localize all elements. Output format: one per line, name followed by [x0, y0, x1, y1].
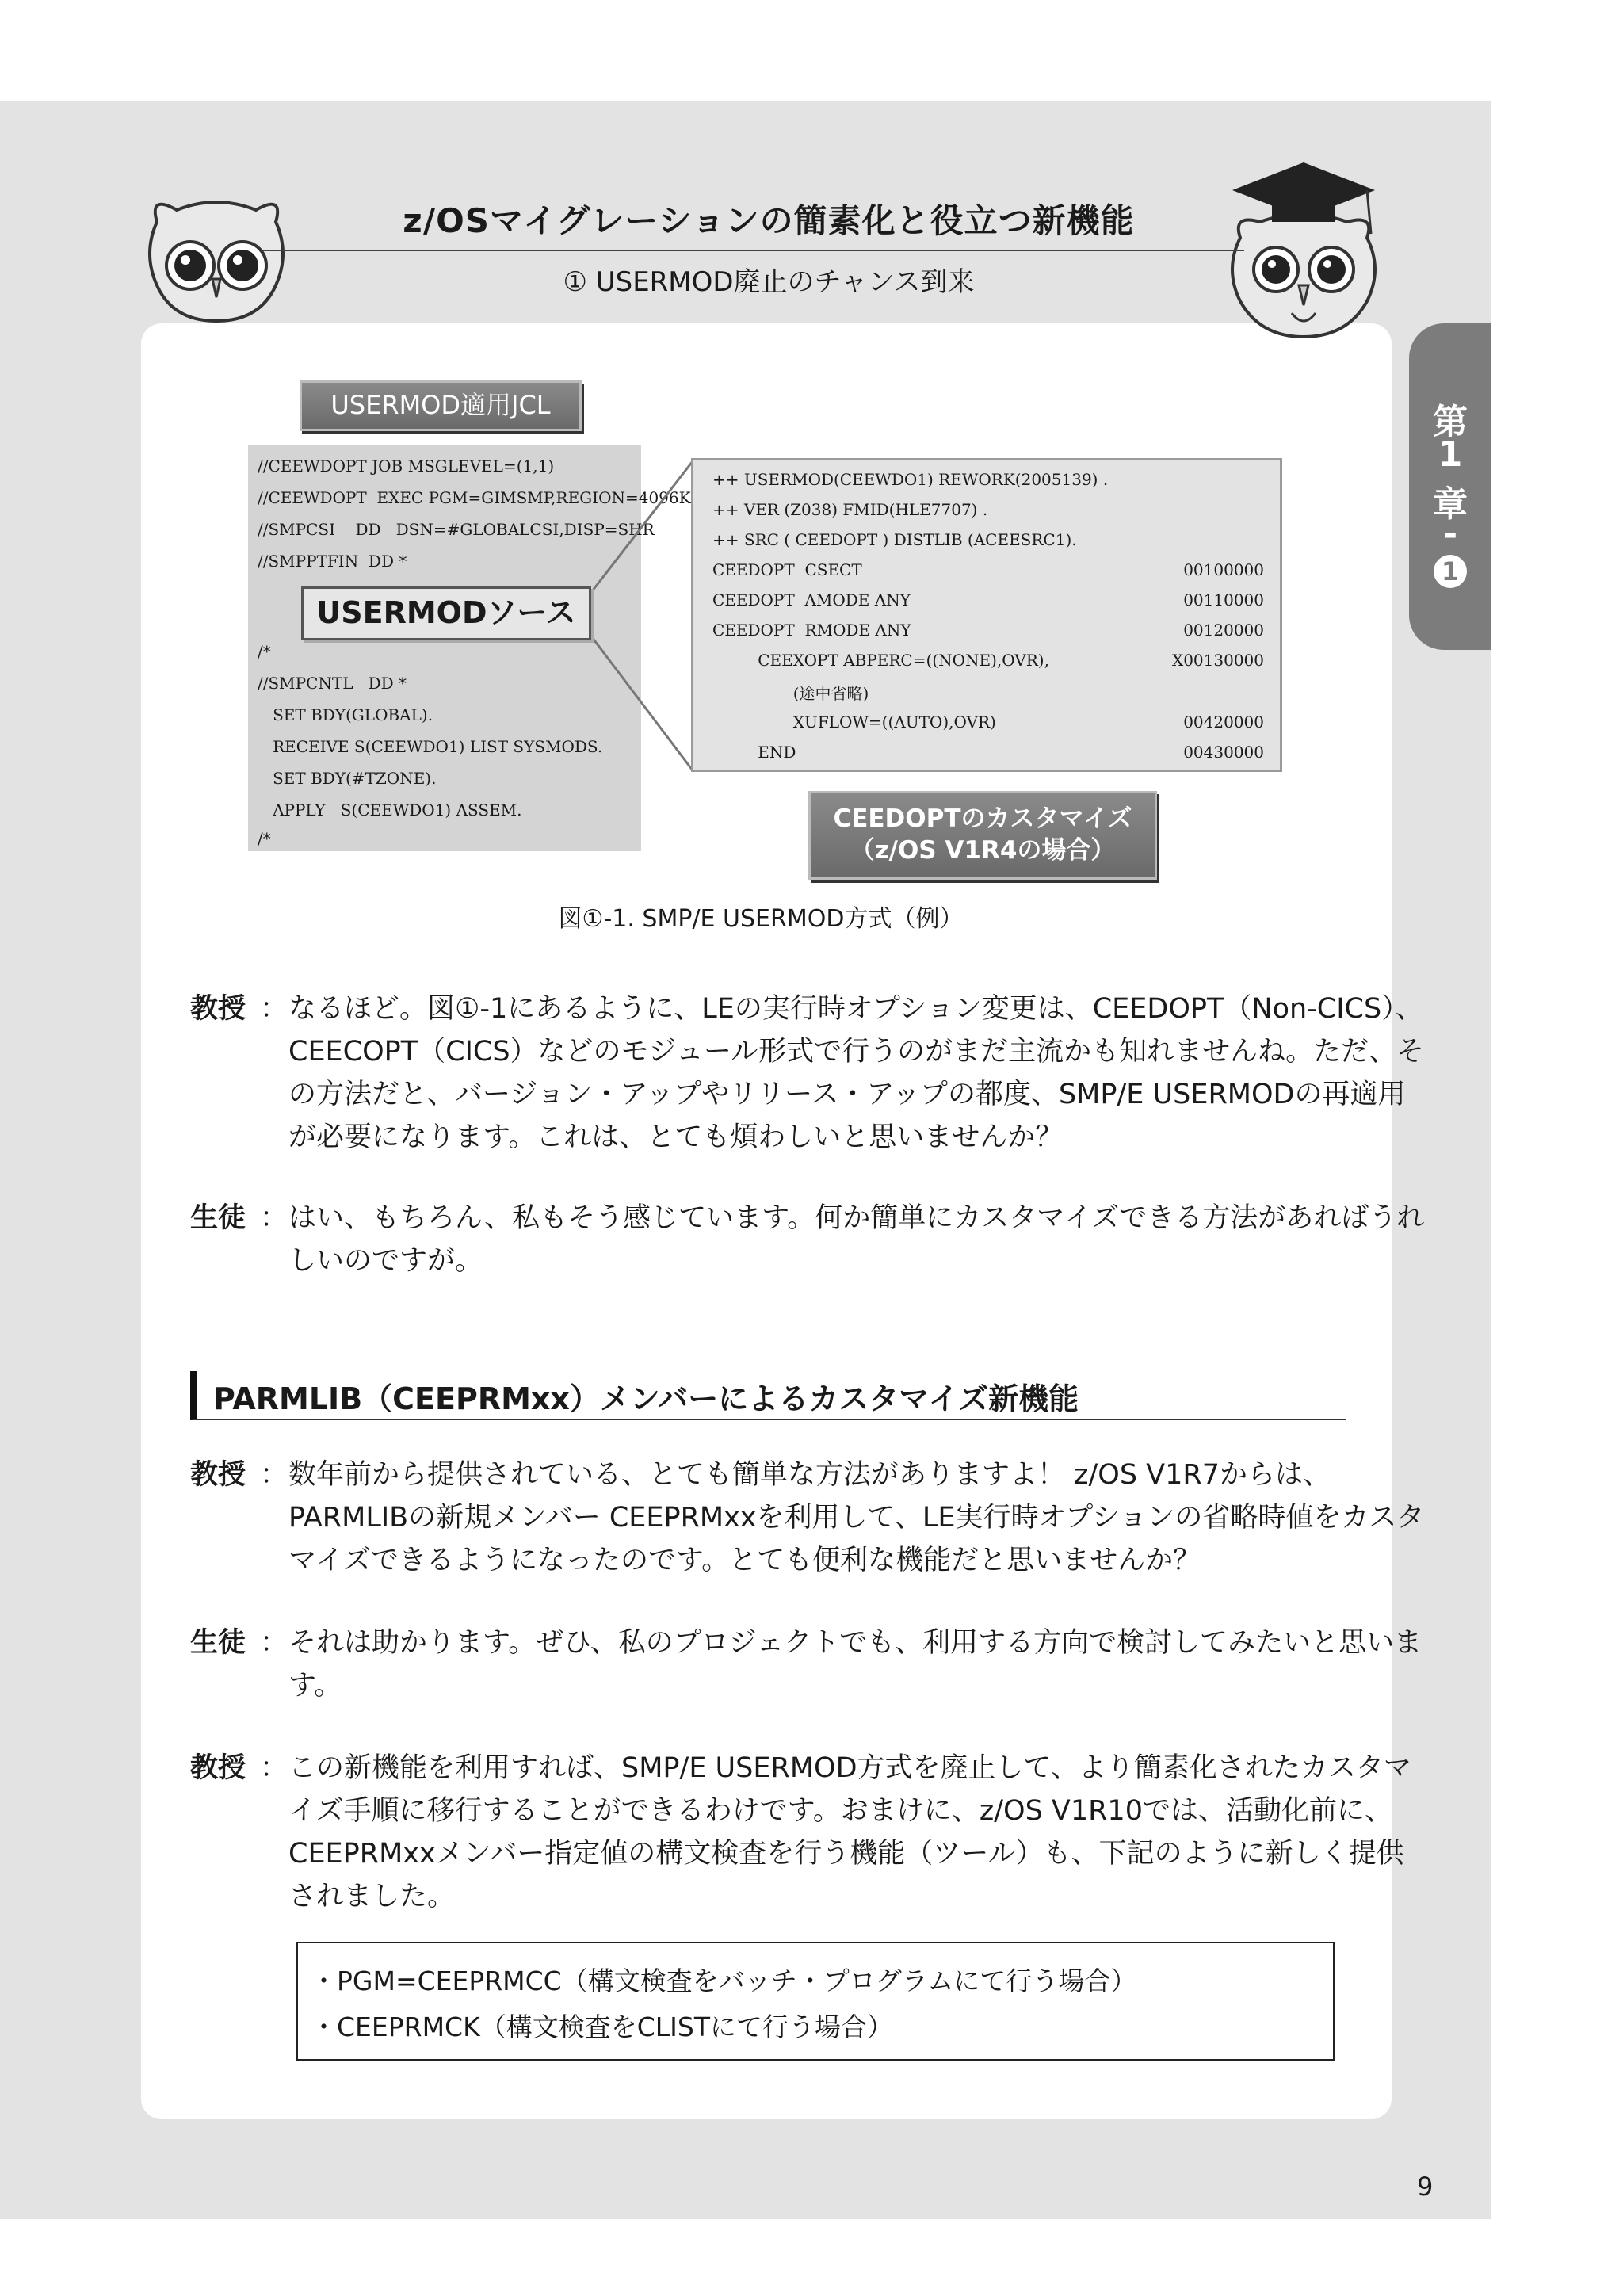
jcl-line: //CEEWDOPT JOB MSGLEVEL=(1,1)	[258, 457, 555, 476]
paragraph-text: はい、もちろん、私もそう感じています。何か簡単にカスタマイズできる方法があればうれしいのですが。	[288, 1202, 1425, 1277]
speaker-colon: ：	[260, 1627, 288, 1659]
chapter-tab-char: 章	[1433, 484, 1468, 525]
speaker-colon: ：	[260, 1752, 288, 1784]
source-line: CEEXOPT ABPERC=((NONE),OVR),	[712, 651, 1049, 670]
jcl-label: USERMOD適用JCL	[300, 380, 582, 431]
jcl-line: /*	[258, 642, 271, 661]
source-line: XUFLOW=((AUTO),OVR)	[712, 712, 996, 732]
jcl-line: SET BDY(GLOBAL).	[258, 705, 433, 724]
speaker-colon: ：	[260, 1202, 288, 1234]
page-subtitle: ① USERMOD廃止のチャンス到来	[563, 266, 975, 298]
speaker-name: 教授	[190, 1752, 246, 1784]
customize-label-line: CEEDOPTのカスタマイズ	[833, 804, 1132, 833]
speaker-name: 生徒	[190, 1202, 246, 1234]
speaker-name: 教授	[190, 1459, 246, 1491]
source-line: END	[712, 743, 796, 762]
chapter-tab-section-badge: 1	[1434, 555, 1467, 588]
jcl-line: //SMPCNTL DD *	[258, 674, 407, 693]
usermod-source-listing	[691, 458, 1282, 772]
source-line: ++ USERMOD(CEEWDO1) REWORK(2005139) .	[712, 470, 1109, 489]
source-line: ++ SRC ( CEEDOPT ) DISTLIB (ACEESRC1).	[712, 530, 1077, 549]
source-line: CEEDOPT CSECT	[712, 560, 862, 579]
section-heading-text: PARMLIB（CEEPRMxx）メンバーによるカスタマイズ新機能	[213, 1381, 1079, 1416]
paragraph-text: それは助かります。ぜひ、私のプロジェクトでも、利用する方向で検討してみたいと思います。	[288, 1627, 1423, 1702]
figure-caption: 図①-1. SMP/E USERMOD方式（例）	[558, 905, 964, 933]
jcl-line: SET BDY(#TZONE).	[258, 769, 437, 788]
note-line: ・CEEPRMCK（構文検査をCLISTにて行う場合）	[311, 2011, 893, 2042]
page-number: 9	[1417, 2172, 1434, 2202]
paragraph-text: 数年前から提供されている、とても簡単な方法がありますよ！ z/OS V1R7からは、PARMLIBの新規メンバー CEEPRMxxを利用して、LE実行時オプションの省略時値をカスタマイズできるようになったのです。とても便利な機能だと思いませんか？	[288, 1459, 1425, 1576]
paragraph-text: なるほど。図①-1にあるように、LEの実行時オプション変更は、CEEDOPT（Non-CICS）、CEECOPT（CICS）などのモジュール形式で行うのがまだ主流かも知れませんね。ただ、その方法だと、バージョン・アップやリリース・アップの都度、SMP/E USERMODの再適用が必要になります。これは、とても煩わしいと思いませんか？	[288, 993, 1425, 1153]
chapter-tab-char: 第	[1433, 402, 1468, 442]
page-title: z/OSマイグレーションの簡素化と役立つ新機能	[403, 201, 1135, 240]
sequence-number: 00100000	[1183, 560, 1264, 579]
source-line: CEEDOPT RMODE ANY	[712, 621, 911, 640]
section-heading	[190, 1371, 1346, 1420]
jcl-line: //SMPPTFIN DD *	[258, 552, 407, 571]
jcl-line: RECEIVE S(CEEWDO1) LIST SYSMODS.	[258, 737, 603, 756]
note-line: ・PGM=CEEPRMCC（構文検査をバッチ・プログラムにて行う場合）	[311, 1966, 1137, 1996]
sequence-number: 00110000	[1183, 590, 1264, 609]
sequence-number: X00130000	[1171, 651, 1264, 670]
customize-label	[808, 791, 1157, 880]
source-line: ++ VER (Z038) FMID(HLE7707) .	[712, 500, 988, 519]
jcl-line: //CEEWDOPT EXEC PGM=GIMSMP,REGION=4096K	[258, 488, 691, 507]
sequence-number: 00420000	[1183, 712, 1264, 732]
syntax-check-note-box	[296, 1942, 1335, 2061]
source-line: (途中省略)	[712, 684, 869, 703]
jcl-line: /*	[258, 829, 271, 848]
sequence-number: 00430000	[1183, 743, 1264, 762]
speaker-colon: ：	[260, 993, 288, 1025]
sequence-number: 00120000	[1183, 621, 1264, 640]
speaker-colon: ：	[260, 1459, 288, 1491]
source-line: CEEDOPT AMODE ANY	[712, 590, 911, 609]
chapter-tab-number: 1	[1438, 434, 1463, 475]
usermod-source-label: USERMODソース	[301, 586, 591, 640]
jcl-line: //SMPCSI DD DSN=#GLOBALCSI,DISP=SHR	[258, 520, 655, 539]
chapter-tab-dash: -	[1442, 514, 1458, 554]
speaker-name: 生徒	[190, 1627, 246, 1659]
jcl-line: APPLY S(CEEWDO1) ASSEM.	[258, 800, 522, 819]
speaker-name: 教授	[190, 993, 246, 1025]
customize-label-line: （z/OS V1R4の場合）	[850, 836, 1116, 865]
paragraph-text: この新機能を利用すれば、SMP/E USERMOD方式を廃止して、より簡素化されたカスタマイズ手順に移行することができるわけです。おまけに、z/OS V1R10では、活動化前に、CEEPRMxxメンバー指定値の構文検査を行う機能（ツール）も、下記のように新しく提供されました。	[288, 1752, 1411, 1912]
